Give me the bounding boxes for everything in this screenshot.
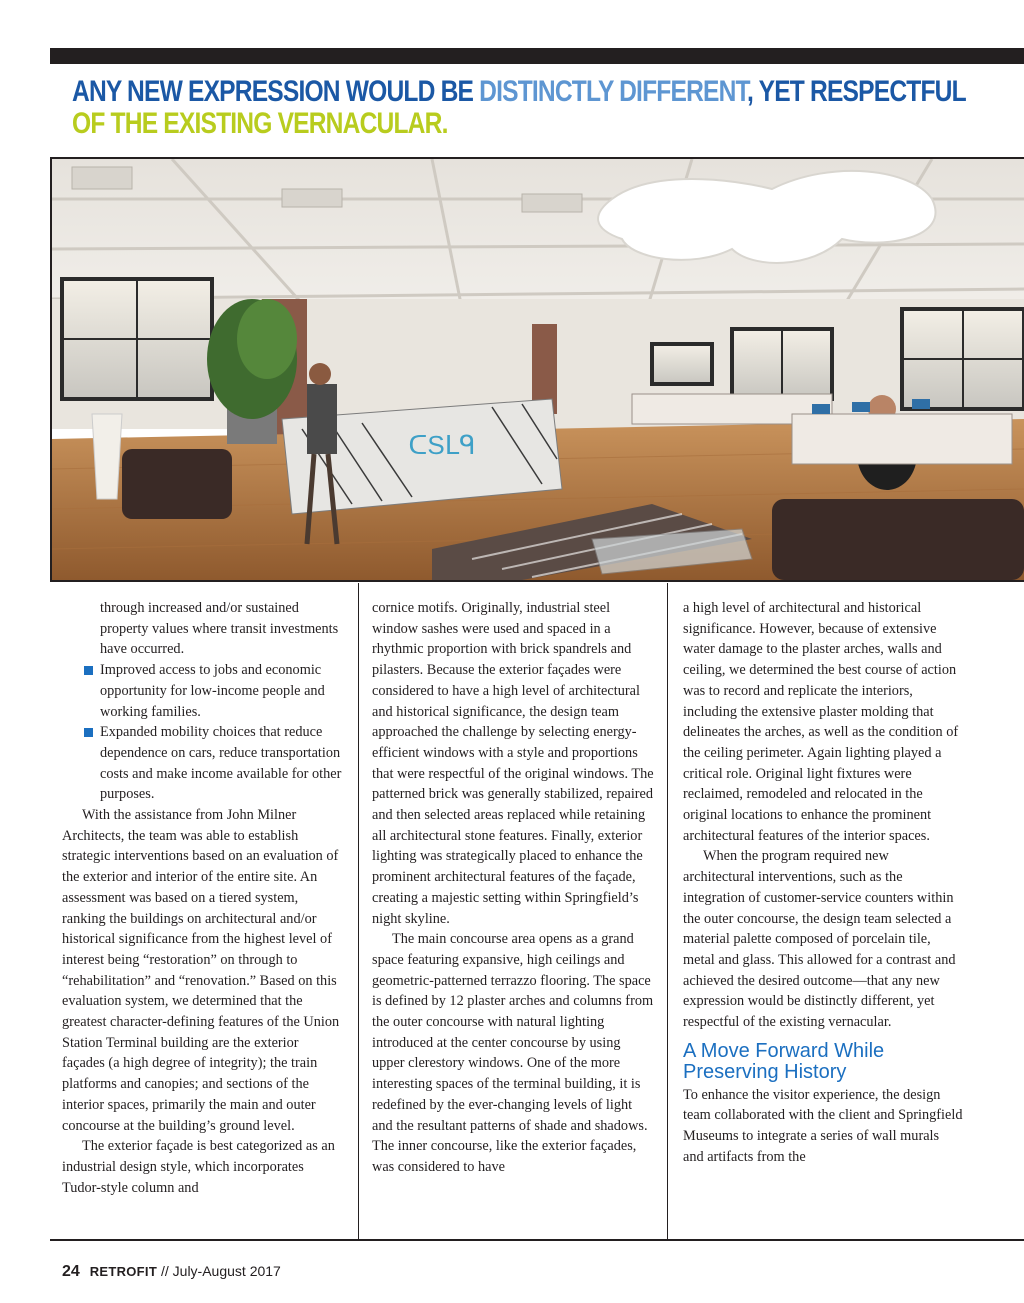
top-rule [50,48,1024,64]
magazine-name: RETROFIT [89,1264,158,1279]
bullet-item [62,722,344,805]
bullet-text: Expanded mobility choices that reduce dependence on cars, reduce transportation costs and make income available for other purposes. [100,724,342,803]
section-subhead: A Move Forward While Preserving History [683,1039,885,1083]
paragraph: When the program required new architectural interventions, such as the integration of customer-service counters within the outer concourse, the design team selected a material palette composed of porcelain tile, metal and glass. This allowed for a contrast and achieved the desired outcome—that any new expression would be distinctly different, yet respectful of the existing vernacular. [683,848,956,1031]
reception-sign: ᑕSᒪᑫ [408,430,476,460]
column-divider-2 [667,583,668,1239]
issue-date: // July-August 2017 [160,1263,281,1279]
pull-quote-highlight: DISTINCTLY DIFFERENT [479,75,748,108]
paragraph: To enhance the visitor experience, the design team collaborated with the client and Springfield Museums to integrate a series of wall murals and artifacts from the [683,1086,963,1165]
page-number: 24 [62,1263,80,1280]
bullet-text: Improved access to jobs and economic opportunity for low-income people and working families. [100,662,325,720]
paragraph: With the assistance from John Milner Architects, the team was able to establish strategic interventions based on an evaluation of the exterior and interior of the entire site. An assessment was based on a tiered system, ranking the buildings on architectural and/or historical significance from the highest level of interest being “restoration” on through to “rehabilitation” and “renovation.” Based on this evaluation system, we determined that the greatest character-defining features of the Union Station Terminal building are the exterior façades (a high degree of integrity); the train platforms and canopies; and sections of the interior spaces, primarily the main and outer concourse at the building’s ground level. [62,807,340,1134]
text-column-3 [683,598,963,1168]
pull-quote-line-2: OF THE EXISTING VERNACULAR. [72,107,448,140]
bottom-rule [50,1239,1024,1241]
paragraph: The exterior façade is best categorized as an industrial design style, which incorporates Tudor-style column and [62,1138,335,1196]
paragraph: a high level of architectural and historical significance. However, because of extensive water damage to the plaster arches, walls and ceiling, we determined the best course of action was to record and replicate the interiors, including the extensive plaster molding that delineates the arches, as well as the condition of the ceiling perimeter. Again lighting played a critical role. Original light fixtures were reclaimed, remodeled and relocated in the original locations to enhance the prominent architectural features of the interior spaces. [683,600,959,844]
pull-quote [72,75,966,140]
pull-quote-part-a: ANY NEW EXPRESSION WOULD BE [72,75,480,108]
page-footer [62,1263,281,1281]
paragraph: cornice motifs. Originally, industrial steel window sashes were used and spaced in a rhythmic proportion with brick spandrels and pilasters. Because the exterior façades were considered to have a high level of architectural and historical significance, the design team approached the challenge by selecting energy-efficient windows with a style and proportions that were respectful of the original windows. The patterned brick was generally stabilized, repaired and then selected areas replaced while retaining all architectural stone features. Finally, exterior lighting was strategically placed to enhance the prominent architectural features of the façade, creating a majestic setting within Springfield’s night skyline. [372,600,654,927]
bullet-square-icon [84,728,93,737]
text-column-2 [372,598,654,1178]
bullet-item [62,660,344,722]
paragraph: The main concourse area opens as a grand space featuring expansive, high ceilings and geometric-patterned terrazzo flooring. The space is defined by 12 plaster arches and columns from the outer concourse with natural lighting introduced at the center concourse by using upper clerestory windows. One of the more interesting spaces of the terminal building, it is redefined by the ever-changing levels of light and the resultant patterns of shade and shadows. The inner concourse, like the exterior façades, was considered to have [372,931,654,1175]
pull-quote-part-c: , YET RESPECTFUL [747,75,966,108]
bullet-square-icon [84,666,93,675]
column-divider-1 [358,583,359,1239]
pull-quote-line-1 [72,75,966,108]
office-rendering-photo [50,157,1024,582]
continued-bullet-text: through increased and/or sustained property values where transit investments have occurred. [100,600,339,658]
text-column-1 [62,598,344,1198]
